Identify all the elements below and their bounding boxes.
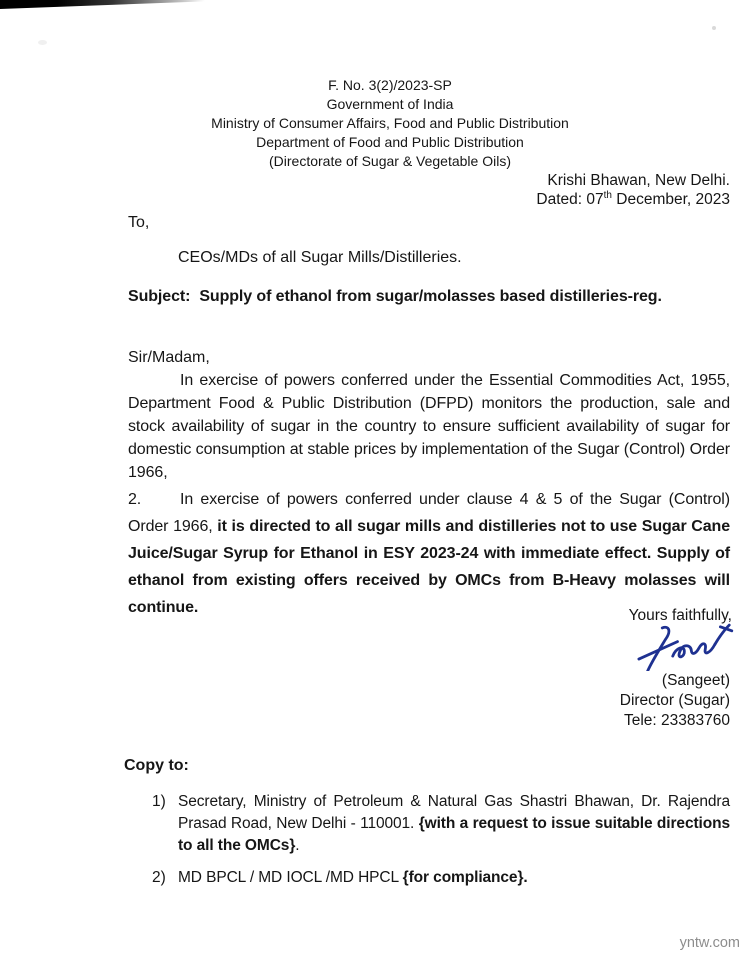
signer-name: (Sangeet) bbox=[661, 672, 730, 689]
letterhead bbox=[60, 76, 720, 171]
copy-item-text bbox=[178, 791, 730, 857]
copy-item-1-bold: {with a request to issue suitable directions to all the OMCs} bbox=[178, 815, 730, 854]
scan-speck bbox=[712, 26, 716, 30]
subject-text: Supply of ethanol from sugar/molasses based distilleries-reg. bbox=[199, 288, 662, 305]
department-name: Department of Food and Public Distribution bbox=[256, 134, 524, 150]
copy-to-label: Copy to: bbox=[124, 757, 189, 774]
signer-phone: Tele: 23383760 bbox=[623, 712, 730, 729]
date-suffix: December, 2023 bbox=[611, 191, 730, 208]
copy-item-text bbox=[178, 867, 730, 889]
copy-item-number: 2) bbox=[152, 869, 166, 886]
to-label: To, bbox=[128, 214, 150, 231]
addressee-line: CEOs/MDs of all Sugar Mills/Distilleries. bbox=[178, 249, 462, 266]
subject-line bbox=[128, 285, 730, 308]
org-name: Government of India bbox=[326, 96, 454, 112]
scan-artifact-wedge bbox=[0, 0, 205, 9]
signature-ink-icon bbox=[634, 623, 736, 671]
subject-label: Subject: bbox=[128, 288, 191, 305]
paragraph-2-directive: it is directed to all sugar mills and distilleries not to use Sugar Cane Juice/Sugar Syrup for Ethanol in ESY 2023-24 with immediate effect. Supply of ethanol from existing offers received by OMCs from B-Heavy molasses will continue. bbox=[128, 518, 730, 616]
date-ordinal: th bbox=[603, 189, 612, 201]
date-prefix: Dated: 07 bbox=[536, 191, 604, 208]
paragraph-2-normal: In exercise of powers conferred under clause 4 & 5 of the Sugar (Control) Order 1966, bbox=[128, 491, 730, 535]
valediction: Yours faithfully, bbox=[628, 607, 732, 624]
copy-item-2 bbox=[152, 867, 730, 889]
signer-block bbox=[0, 671, 730, 731]
copy-item-2-bold: {for compliance}. bbox=[402, 869, 528, 886]
scan-speck bbox=[38, 40, 47, 45]
copy-item-1-tail: . bbox=[295, 837, 300, 854]
copy-item-1 bbox=[152, 791, 730, 857]
site-watermark: yntw.com bbox=[679, 935, 740, 951]
ministry-name: Ministry of Consumer Affairs, Food and Public Distribution bbox=[211, 115, 569, 131]
paragraph-number: 2. bbox=[128, 491, 142, 508]
signature-block bbox=[0, 623, 736, 671]
signer-title: Director (Sugar) bbox=[619, 692, 730, 709]
directorate-name: (Directorate of Sugar & Vegetable Oils) bbox=[268, 153, 511, 169]
paragraph-1: In exercise of powers conferred under the Essential Commodities Act, 1955, Department Food & Public Distribution (DFPD) monitors the production, sale and stock availability of sugar in the country to ensure sufficient availability of sugar for domestic consumption at stable prices by implementation of the Sugar (Control) Order 1966, bbox=[128, 372, 730, 481]
copy-item-number: 1) bbox=[152, 793, 166, 810]
salutation: Sir/Madam, bbox=[128, 349, 210, 366]
file-number: F. No. 3(2)/2023-SP bbox=[328, 77, 452, 93]
date-line bbox=[0, 190, 730, 209]
copy-item-2-normal: MD BPCL / MD IOCL /MD HPCL bbox=[178, 869, 403, 886]
place-date-block bbox=[0, 171, 730, 209]
copy-item-1-normal: Secretary, Ministry of Petroleum & Natural Gas Shastri Bhawan, Dr. Rajendra Prasad Road, New Delhi - 110001. bbox=[178, 793, 730, 832]
paragraph-2 bbox=[128, 486, 730, 621]
place-line: Krishi Bhawan, New Delhi. bbox=[547, 172, 730, 189]
